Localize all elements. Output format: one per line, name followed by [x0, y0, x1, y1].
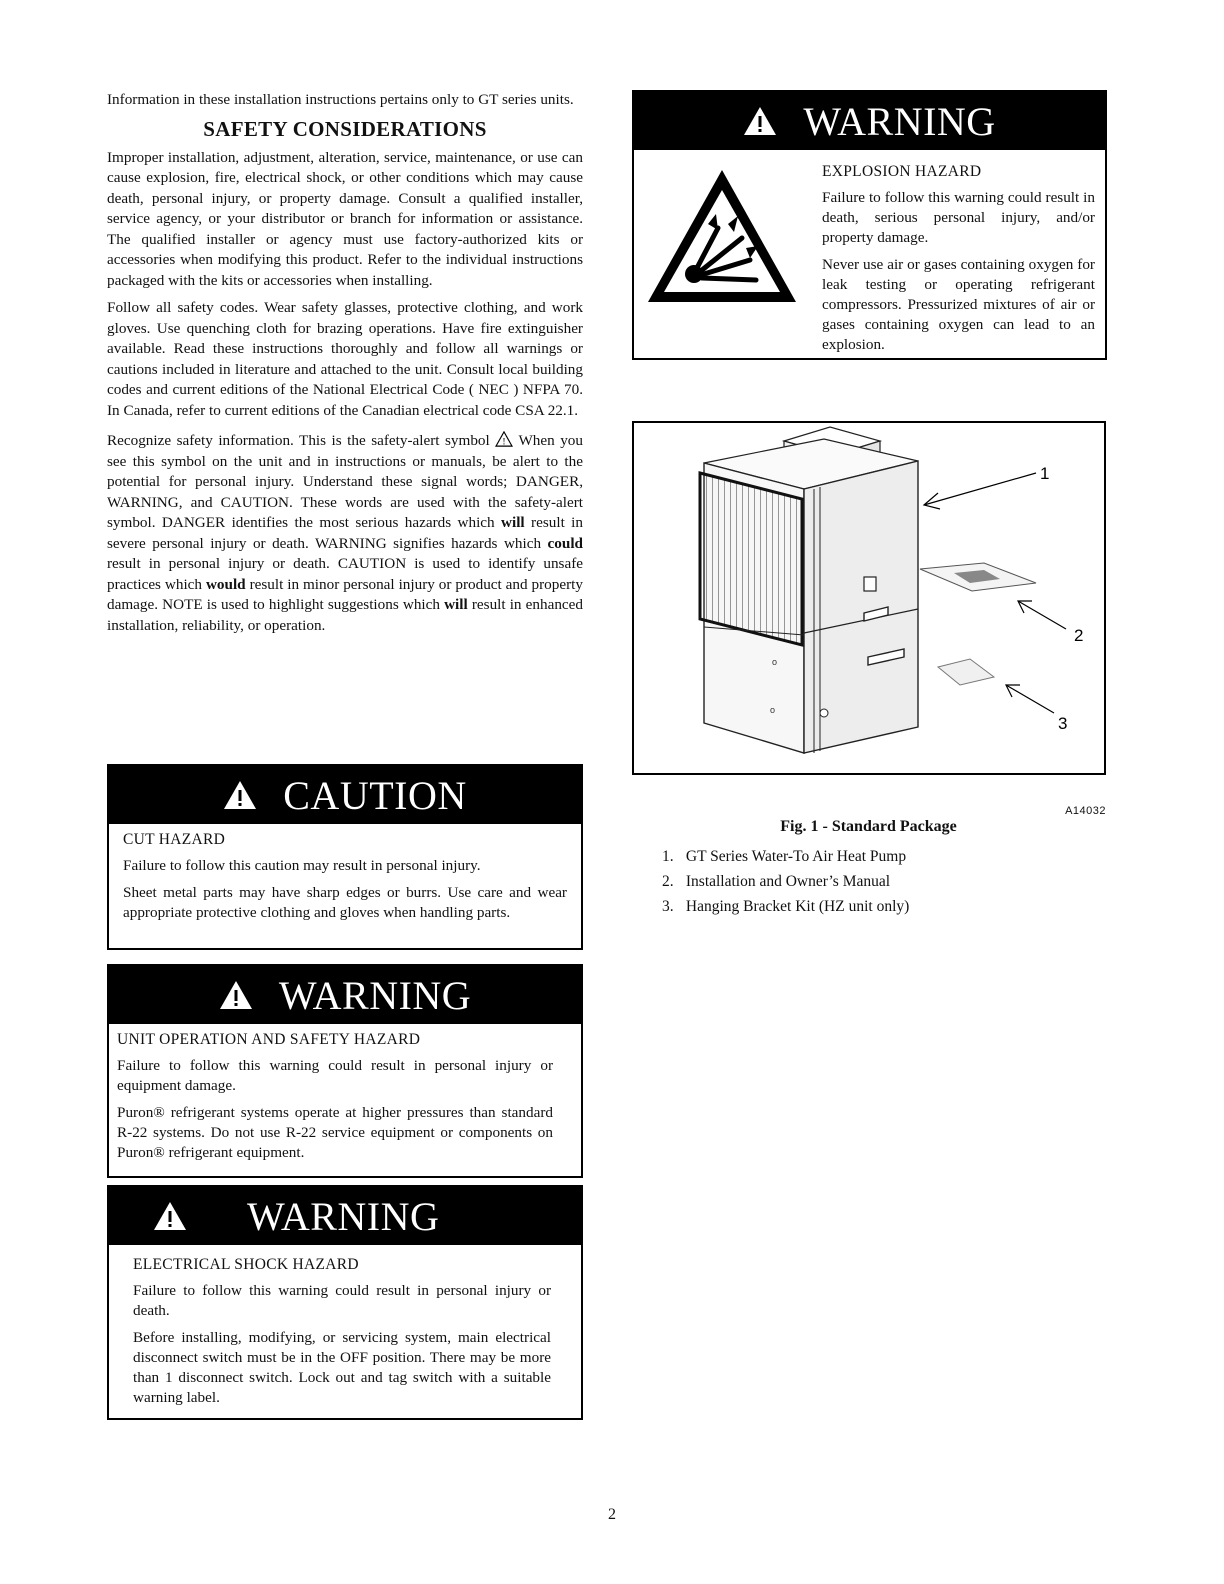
list-item-text: Hanging Bracket Kit (HZ unit only) — [685, 898, 910, 915]
left-column — [107, 90, 583, 643]
caution-hazard-title: CUT HAZARD — [123, 831, 226, 848]
caution-header — [109, 766, 581, 824]
p3-will-1: will — [501, 514, 525, 531]
warning-electrical-text-1: Failure to follow this warning could result in personal injury or death. — [133, 1282, 551, 1319]
warning-unit-header — [109, 966, 581, 1024]
list-item — [662, 894, 909, 919]
warning-triangle-icon — [223, 780, 257, 810]
warning-electrical-header-label: WARNING — [247, 1193, 440, 1239]
callout-1: 1 — [1040, 464, 1050, 483]
warning-unit-text-1: Failure to follow this warning could result in personal injury or equipment damage. — [117, 1057, 553, 1094]
warning-triangle-icon — [743, 106, 777, 136]
warning-unit-text-2: Puron® refrigerant systems operate at higher pressures than standard R-22 systems. Do not use R-22 service equipment or components on Puron® refrigerant equipment. — [117, 1104, 553, 1161]
warning-explosion-box — [632, 90, 1107, 360]
warning-electrical-box — [107, 1185, 583, 1420]
heat-pump-unit-illustration — [634, 423, 1104, 773]
warning-triangle-icon — [219, 980, 253, 1010]
intro-text: Information in these installation instructions pertains only to GT series units. — [107, 91, 574, 108]
figure-id: A14032 — [1065, 805, 1106, 817]
svg-text:o: o — [772, 657, 778, 667]
p3-would: would — [205, 575, 246, 593]
list-item-number: 3. — [662, 898, 674, 915]
caution-text-1: Failure to follow this caution may result in personal injury. — [123, 857, 481, 874]
p3-part-d: result in personal injury or death. CAUTION is used to identify unsafe practices which — [107, 555, 583, 593]
list-item-text: Installation and Owner’s Manual — [685, 873, 891, 890]
warning-unit-body — [109, 1024, 581, 1178]
section-title: SAFETY CONSIDERATIONS — [203, 116, 487, 141]
figure-standard-package — [632, 421, 1106, 775]
p3-could: could — [547, 534, 583, 552]
warning-explosion-header-label: WARNING — [803, 98, 996, 144]
warning-explosion-text-1: Failure to follow this warning could result in death, serious personal injury, and/or property damage. — [822, 189, 1095, 246]
warning-unit-operation-box — [107, 964, 583, 1178]
explosion-hazard-icon — [646, 166, 798, 306]
warning-explosion-content — [634, 150, 1105, 362]
svg-text:o: o — [770, 705, 776, 715]
safety-paragraph-2: Follow all safety codes. Wear safety glasses, protective clothing, and work gloves. Use quenching cloth for brazing operations. Have fire extinguisher available. Read these instructions thoroughly and follow all warnings or cautions included in literature and attached to the unit. Consult local building codes and current editions of the National Electrical Code ( NEC ) NFPA 70. In Canada, refer to current editions of the Canadian electrical code CSA 22.1. — [107, 299, 583, 419]
list-item-text: GT Series Water-To Air Heat Pump — [685, 848, 907, 865]
svg-text:!: ! — [502, 436, 506, 447]
warning-electrical-hazard-title: ELECTRICAL SHOCK HAZARD — [133, 1256, 359, 1273]
p3-part-a: Recognize safety information. This is the safety-alert symbol — [107, 432, 496, 449]
list-item — [662, 869, 909, 894]
page-number: 2 — [608, 1506, 616, 1523]
warning-unit-hazard-title: UNIT OPERATION AND SAFETY HAZARD — [117, 1031, 421, 1048]
p3-part-b: When you see this symbol on the unit and in instructions or manuals, be alert to the potential for personal injury. Understand these signal words; DANGER, WARNING, and CAUTION. These words are used with the safety-alert symbol. DANGER identifies the most serious hazards which — [107, 432, 583, 531]
safety-alert-icon — [495, 431, 513, 447]
caution-text-2: Sheet metal parts may have sharp edges or burrs. Use care and wear appropriate protective clothing and gloves when handling parts. — [123, 884, 567, 921]
p3-part-c: result in severe personal injury or death. WARNING signifies hazards which — [107, 514, 583, 552]
warning-electrical-text-2: Before installing, modifying, or servicing system, main electrical disconnect switch must be in the OFF position. There may be more than 1 disconnect switch. Lock out and tag switch with a suitable warning label. — [133, 1329, 551, 1406]
figure-caption: Fig. 1 - Standard Package — [780, 818, 957, 835]
warning-electrical-header — [109, 1187, 581, 1245]
warning-triangle-icon — [153, 1201, 187, 1231]
p3-part-f: result in enhanced installation, reliability, or operation. — [107, 596, 583, 634]
safety-paragraph-3 — [107, 431, 583, 636]
warning-explosion-text-2: Never use air or gases containing oxygen for leak testing or operating refrigerant compressors. Pressurized mixtures of air or gases containing oxygen can lead to an explosion. — [822, 256, 1095, 353]
caution-body — [109, 824, 581, 938]
warning-explosion-header — [634, 92, 1105, 150]
warning-unit-header-label: WARNING — [278, 972, 472, 1018]
p3-will-2: will — [444, 596, 468, 613]
callout-3: 3 — [1058, 714, 1068, 733]
caution-box — [107, 764, 583, 950]
figure-legend-list — [662, 844, 909, 919]
safety-paragraph-1: Improper installation, adjustment, alteration, service, maintenance, or use can cause explosion, fire, electrical shock, or other conditions which may cause death, personal injury, or property damage. Consult a qualified installer, service agency, or your distributor or branch for information or assistance. The qualified installer or agency must use factory-authorized kits or accessories when modifying this product. Refer to the individual instructions packaged with the kits or accessories when installing. — [107, 148, 583, 289]
warning-explosion-text — [798, 158, 1095, 362]
warning-electrical-body — [109, 1245, 581, 1423]
warning-explosion-hazard-title: EXPLOSION HAZARD — [822, 163, 982, 180]
callout-2: 2 — [1074, 626, 1084, 645]
p3-part-e: result in minor personal injury or product and property damage. NOTE is used to highlight suggestions which — [107, 575, 583, 613]
caution-header-label: CAUTION — [283, 772, 467, 818]
list-item — [662, 844, 909, 869]
list-item-number: 1. — [662, 848, 674, 865]
list-item-number: 2. — [662, 873, 674, 890]
